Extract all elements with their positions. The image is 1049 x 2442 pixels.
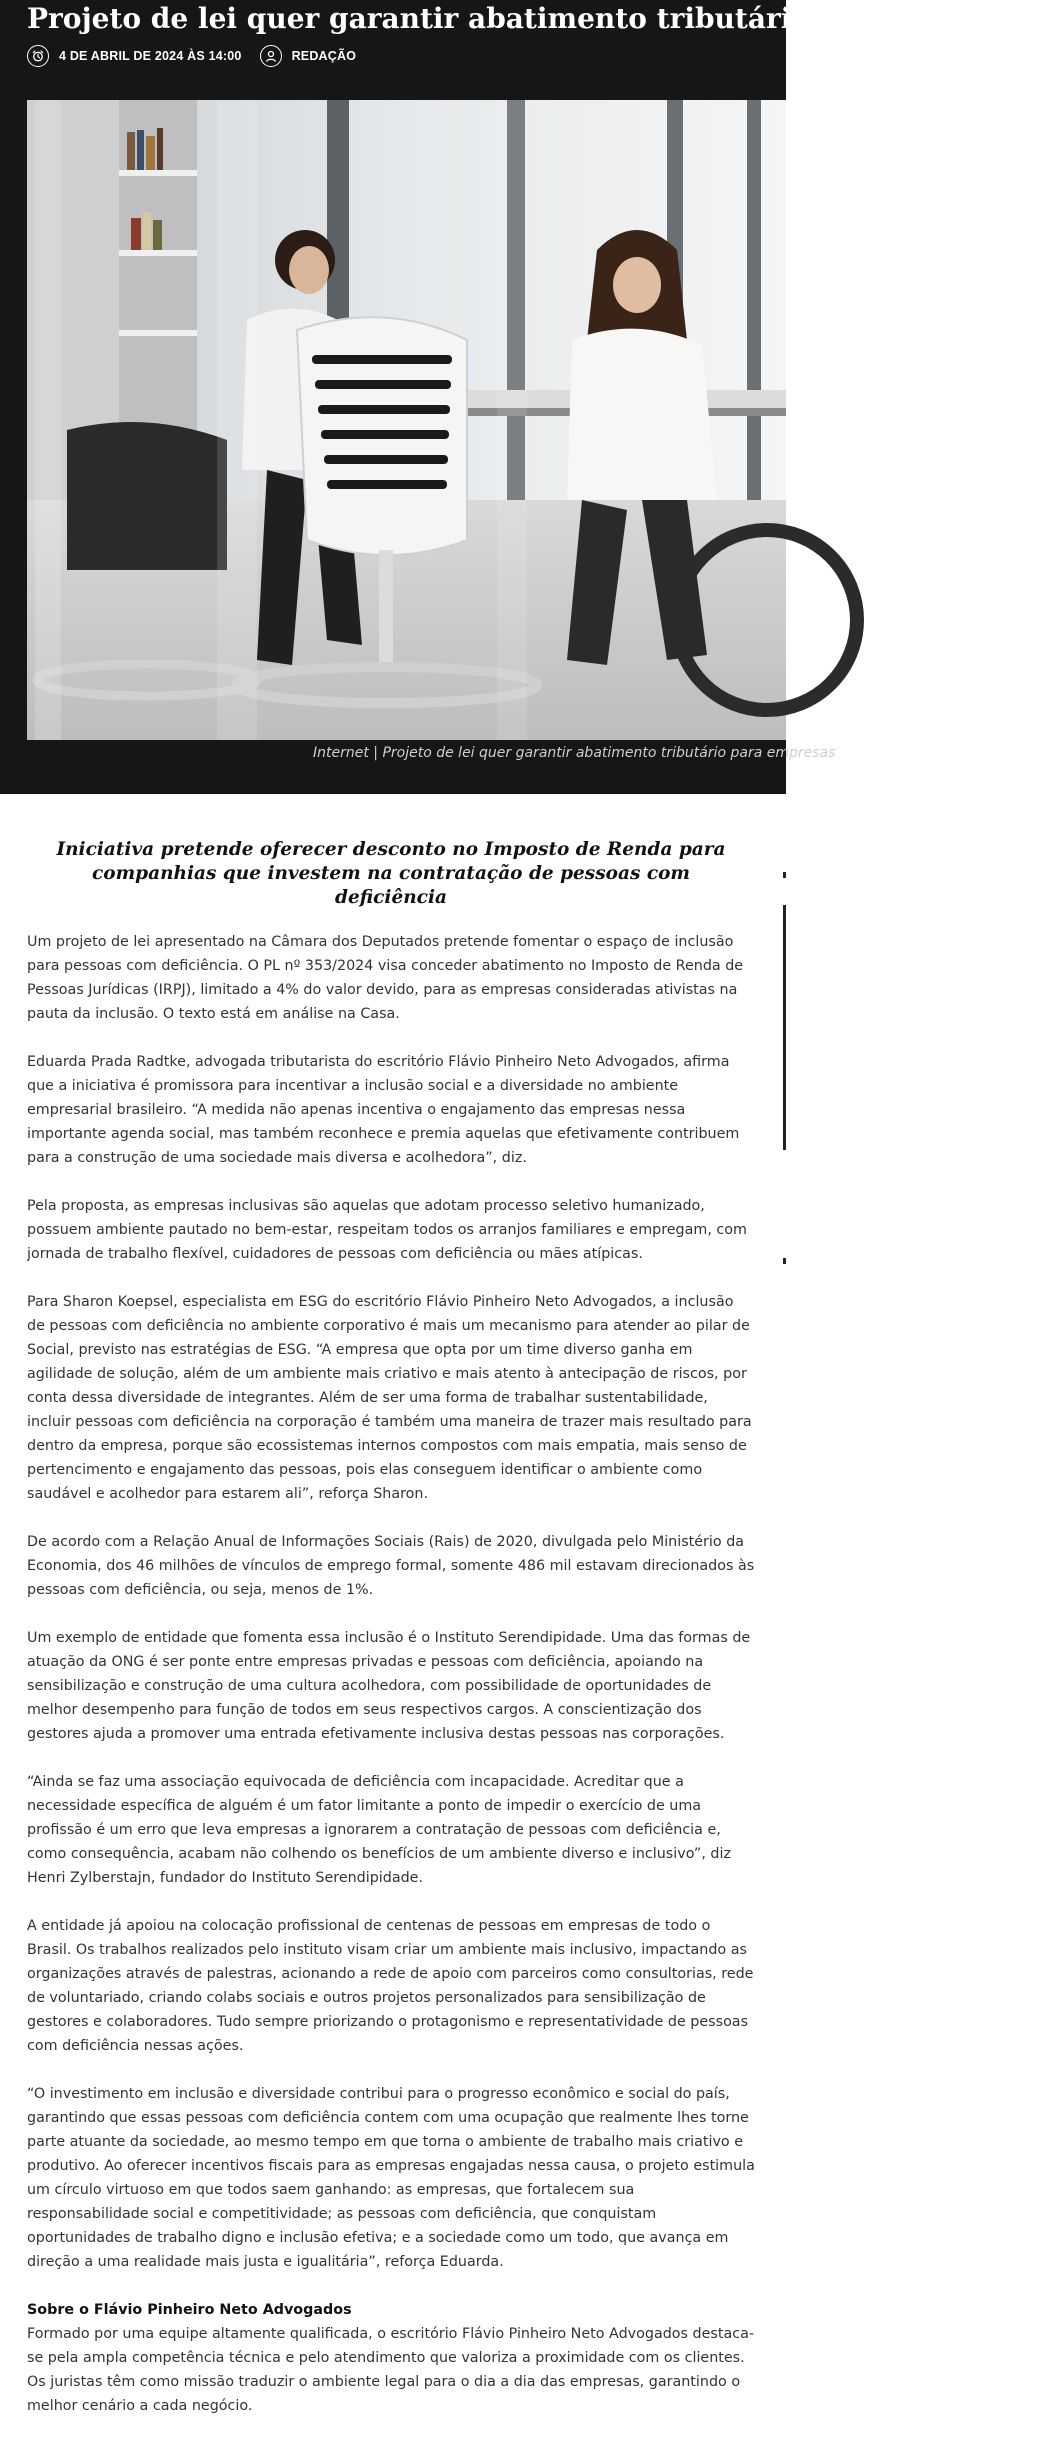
article-paragraph: Um exemplo de entidade que fomenta essa inclusão é o Instituto Serendipidade. Uma das formas de atuação da ONG é ser ponte entre empresas privadas e pessoas com deficiência, apoiando na sensibilização e construção de uma cultura acolhedora, com possibilidade de oportunidades de melhor desempenho para função de todos em seus respectivos cargos. A conscientização dos gestores ajuda a promover uma entrada efetivamente inclusiva destas pessoas nas corporações. bbox=[27, 1630, 751, 1742]
article-paragraph: Pela proposta, as empresas inclusivas são aquelas que adotam processo seletivo humanizado, possuem ambiente pautado no bem-estar, respeitam todos os arranjos familiares e empregam, com jornada de trabalho flexível, cuidadores de pessoas com deficiência ou mães atípicas. bbox=[27, 1198, 747, 1262]
article-meta bbox=[27, 43, 356, 69]
article-paragraph: Um projeto de lei apresentado na Câmara dos Deputados pretende fomentar o espaço de inclusão para pessoas com deficiência. O PL nº 353/2024 visa conceder abatimento no Imposto de Renda de Pessoas Jurídicas (IRPJ), limitado a 4% do valor devido, para as empresas consideradas ativistas na pauta da inclusão. O texto está em análise na Casa. bbox=[27, 934, 744, 1022]
article-paragraph: “O investimento em inclusão e diversidade contribui para o progresso econômico e social do país, garantindo que essas pessoas com deficiência contem com uma ocupação que realmente lhes torne parte atuante da sociedade, ao mesmo tempo em que torna o ambiente de trabalho mais criativo e produtivo. Ao oferecer incentivos fiscais para as empresas engajadas nessa causa, o projeto estimula um círculo virtuoso em que todos saem ganhando: as empresas, que fortalecem sua responsabilidade social e competitividade; as pessoas com deficiência, que conquistam oportunidades de trabalho digno e inclusão efetiva; e a sociedade como um todo, que avança em direção a uma realidade mais justa e igualitária”, reforça Eduarda. bbox=[27, 2086, 755, 2270]
article-hero bbox=[0, 0, 1049, 794]
side-widget-edge bbox=[783, 872, 786, 878]
article-paragraph: De acordo com a Relação Anual de Informações Sociais (Rais) de 2020, divulgada pelo Ministério da Economia, dos 46 milhões de vínculos de emprego formal, somente 486 mil estavam direcionados às pessoas com deficiência, ou seja, menos de 1%. bbox=[27, 1534, 755, 1598]
alarm-clock-icon bbox=[27, 45, 49, 67]
article-date: 4 DE ABRIL DE 2024 ÀS 14:00 bbox=[59, 49, 242, 63]
article-paragraph: Para Sharon Koepsel, especialista em ESG do escritório Flávio Pinheiro Neto Advogados, a inclusão de pessoas com deficiência no ambiente corporativo é mais um mecanismo para atender ao pilar de Social, previsto nas estratégias de ESG. “A empresa que opta por um time diverso ganha em agilidade de solução, além de um ambiente mais criativo e mais atento à antecipação de riscos, por conta dessa diversidade de integrantes. Além de ser uma forma de trabalhar sustentabilidade, incluir pessoas com deficiência na corporação é também uma maneira de trazer mais resultado para dentro da empresa, porque são ecossistemas internos compostos com mais empatia, mais senso de pertencimento e engajamento das pessoas, pois elas conseguem identificar o ambiente como saudável e acolhedor para estarem ali”, reforça Sharon. bbox=[27, 1294, 752, 1502]
user-icon bbox=[260, 45, 282, 67]
article-paragraph: Eduarda Prada Radtke, advogada tributarista do escritório Flávio Pinheiro Neto Advogados, afirma que a iniciativa é promissora para incentivar a inclusão social e a diversidade no ambiente empresarial brasileiro. “A medida não apenas incentiva o engajamento das empresas nessa importante agenda social, mas também reconhece e premia aquelas que efetivamente contribuem para a construção de uma sociedade mais diversa e acolhedora”, diz. bbox=[27, 1054, 740, 1166]
about-title: Sobre o Flávio Pinheiro Neto Advogados bbox=[27, 2302, 352, 2318]
article-body bbox=[27, 838, 755, 2442]
article-title: Projeto de lei quer garantir abatimento tributário para empresas bbox=[27, 2, 1049, 35]
article-author[interactable]: REDAÇÃO bbox=[291, 49, 357, 63]
article-subtitle: Iniciativa pretende oferecer desconto no Imposto de Renda para companhias que investem na contratação de pessoas com deficiência bbox=[56, 839, 726, 908]
featured-photo bbox=[27, 100, 786, 740]
about-text: Formado por uma equipe altamente qualificada, o escritório Flávio Pinheiro Neto Advogados destaca-se pela ampla competência técnica e pelo atendimento que valoriza a proximidade com os clientes. Os juristas têm como missão traduzir o ambiente legal para o dia a dia das empresas, garantindo o melhor cenário a cada negócio. bbox=[27, 2326, 754, 2414]
article-paragraph: “Ainda se faz uma associação equivocada de deficiência com incapacidade. Acreditar que a necessidade específica de alguém é um fator limitante a ponto de impedir o exercício de uma profissão é um erro que leva empresas a ignorarem a contratação de pessoas com deficiência e, como consequência, acabam não colhendo os benefícios de um ambiente diverso e inclusivo”, diz Henri Zylberstajn, fundador do Instituto Serendipidade. bbox=[27, 1774, 731, 1886]
photo-caption: Internet | Projeto de lei quer garantir abatimento tributário para empresas bbox=[313, 745, 836, 761]
side-widget-edge bbox=[783, 1258, 786, 1264]
about-section bbox=[27, 2298, 755, 2418]
article-paragraph: A entidade já apoiou na colocação profissional de centenas de pessoas em empresas de todo o Brasil. Os trabalhos realizados pelo instituto visam criar um ambiente mais inclusivo, impactando as organizações através de palestras, acionando a rede de apoio com parceiros como consultorias, rede de voluntariado, criando colabs sociais e outros projetos personalizados para sensibilização de gestores e colaboradores. Tudo sempre priorizando o protagonismo e representatividade de pessoas com deficiência nessas ações. bbox=[27, 1918, 754, 2054]
side-widget-edge bbox=[783, 905, 786, 1150]
